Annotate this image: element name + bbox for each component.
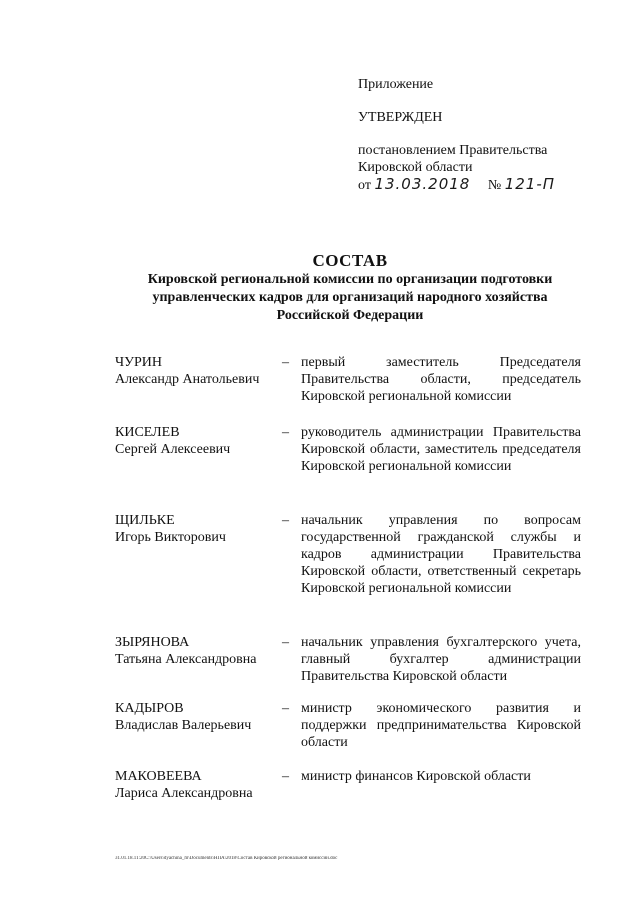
member-surname: ЗЫРЯНОВА — [115, 635, 190, 650]
approval-stamp — [358, 76, 598, 194]
member-given-name: Татьяна Александровна — [115, 652, 257, 667]
member-dash: – — [282, 701, 289, 716]
member-surname: ЩИЛЬКЕ — [115, 513, 175, 528]
member-given-name: Лариса Александровна — [115, 786, 253, 801]
member-name — [115, 634, 285, 668]
document-subtitle-line-2: управленческих кадров для организаций народного хозяйства — [152, 290, 548, 305]
member-surname: ЧУРИН — [115, 355, 163, 370]
decree-line-1: постановлением Правительства — [358, 143, 548, 158]
member-name — [115, 424, 285, 458]
date-prefix: от — [358, 178, 371, 193]
member-role: руководитель администрации Правительства Кировской области, заместитель председателя Кировской региональной комиссии — [301, 425, 581, 474]
member-dash: – — [282, 769, 289, 784]
handwritten-date: 13.03.2018 — [374, 175, 471, 193]
appendix-label: Приложение — [358, 77, 434, 92]
member-role: начальник управления по вопросам государственной гражданской службы и кадров администрации Правительства Кировской области, ответственный секретарь Кировской региональной комиссии — [301, 513, 581, 596]
file-path-footer: 31.01.18.11:20С:\Users\dyachina_m\Documents\НПА\2018\Состав Кировской региональной комиссии.doc — [115, 856, 338, 861]
member-role: начальник управления бухгалтерского учета, главный бухгалтер администрации Правительства Кировской области — [301, 635, 581, 684]
member-given-name: Александр Анатольевич — [115, 372, 260, 387]
document-subtitle-line-3: Российской Федерации — [276, 308, 424, 323]
member-given-name: Владислав Валерьевич — [115, 718, 252, 733]
member-surname: МАКОВЕЕВА — [115, 769, 202, 784]
member-role: министр экономического развития и поддержки предпринимательства Кировской области — [301, 701, 581, 750]
member-name — [115, 700, 285, 734]
decree-date-line — [358, 176, 598, 194]
member-role: министр финансов Кировской области — [301, 769, 531, 784]
document-title-block — [90, 250, 610, 325]
member-dash: – — [282, 635, 289, 650]
member-dash: – — [282, 425, 289, 440]
member-dash: – — [282, 355, 289, 370]
approved-label: УТВЕРЖДЕН — [358, 110, 443, 125]
document-subtitle-line-1: Кировской региональной комиссии по организации подготовки — [147, 272, 553, 287]
member-surname: КАДЫРОВ — [115, 701, 184, 716]
member-surname: КИСЕЛЕВ — [115, 425, 180, 440]
decree-line-2: Кировской области — [358, 160, 473, 175]
document-title: СОСТАВ — [312, 251, 388, 270]
number-prefix: № — [487, 178, 502, 193]
member-given-name: Игорь Викторович — [115, 530, 226, 545]
member-name — [115, 512, 285, 546]
member-dash: – — [282, 513, 289, 528]
handwritten-number: 121-П — [504, 175, 556, 193]
member-name — [115, 768, 285, 802]
member-name — [115, 354, 285, 388]
member-role: первый заместитель Председателя Правительства области, председатель Кировской региональной комиссии — [301, 355, 581, 404]
member-given-name: Сергей Алексеевич — [115, 442, 231, 457]
